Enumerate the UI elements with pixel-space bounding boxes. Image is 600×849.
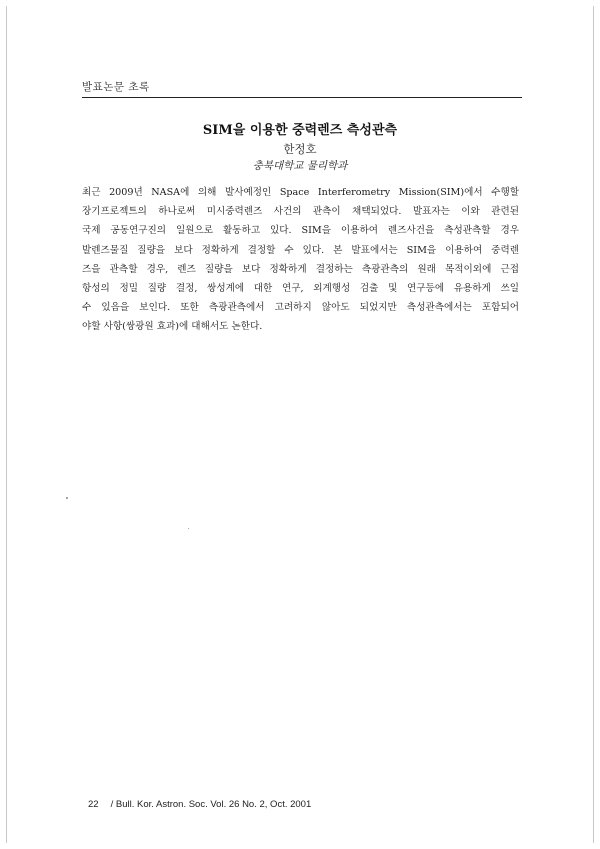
scan-speck	[188, 528, 189, 529]
abstract-line: 장기프로젝트의 하나로써 미시중력렌즈 사건의 관측이 채택되었다. 발표자는 이와 관련된	[82, 206, 519, 218]
abstract-line: 발렌즈물질 질량을 보다 정확하게 결정할 수 있다. 본 발표에서는 SIM을 이용하여 중력렌	[82, 244, 519, 256]
journal-citation: / Bull. Kor. Astron. Soc. Vol. 26 No. 2, Oct. 2001	[110, 799, 312, 810]
header-rule	[82, 97, 522, 98]
abstract-line: 즈을 관측할 경우, 렌즈 질량을 보다 정확하게 결정하는 측광관측의 원래 목적이외에 근접	[82, 263, 519, 275]
paper-author: 한정호	[283, 142, 317, 156]
abstract-line: 야할 사항(쌍광원 효과)에 대해서도 논한다.	[82, 321, 263, 333]
section-header: 발표논문 초록	[82, 81, 150, 93]
paper-title: SIM을 이용한 중력렌즈 측성관측	[202, 123, 398, 138]
abstract-line: 항성의 정밀 질량 결정, 쌍성계에 대한 연구, 외계행성 검출 및 연구등에 유용하게 쓰일	[82, 282, 519, 294]
page-number: 22	[88, 799, 99, 810]
paper-affiliation: 충북대학교 물리학과	[252, 160, 348, 172]
abstract-line: 최근 2009년 NASA에 의해 발사예정인 Space Interferometry Mission(SIM)에서 수행할	[82, 187, 519, 198]
abstract-line: 국제 공동연구진의 일원으로 활동하고 있다. SIM을 이용하여 렌즈사건을 측성관측할 경우	[82, 225, 519, 237]
abstract-body	[82, 183, 519, 337]
page-footer	[88, 799, 311, 810]
scan-speck	[66, 497, 68, 499]
abstract-line: 수 있음을 보인다. 또한 측광관측에서 고려하지 않아도 되었지만 측성관측에서는 포함되어	[82, 302, 519, 314]
